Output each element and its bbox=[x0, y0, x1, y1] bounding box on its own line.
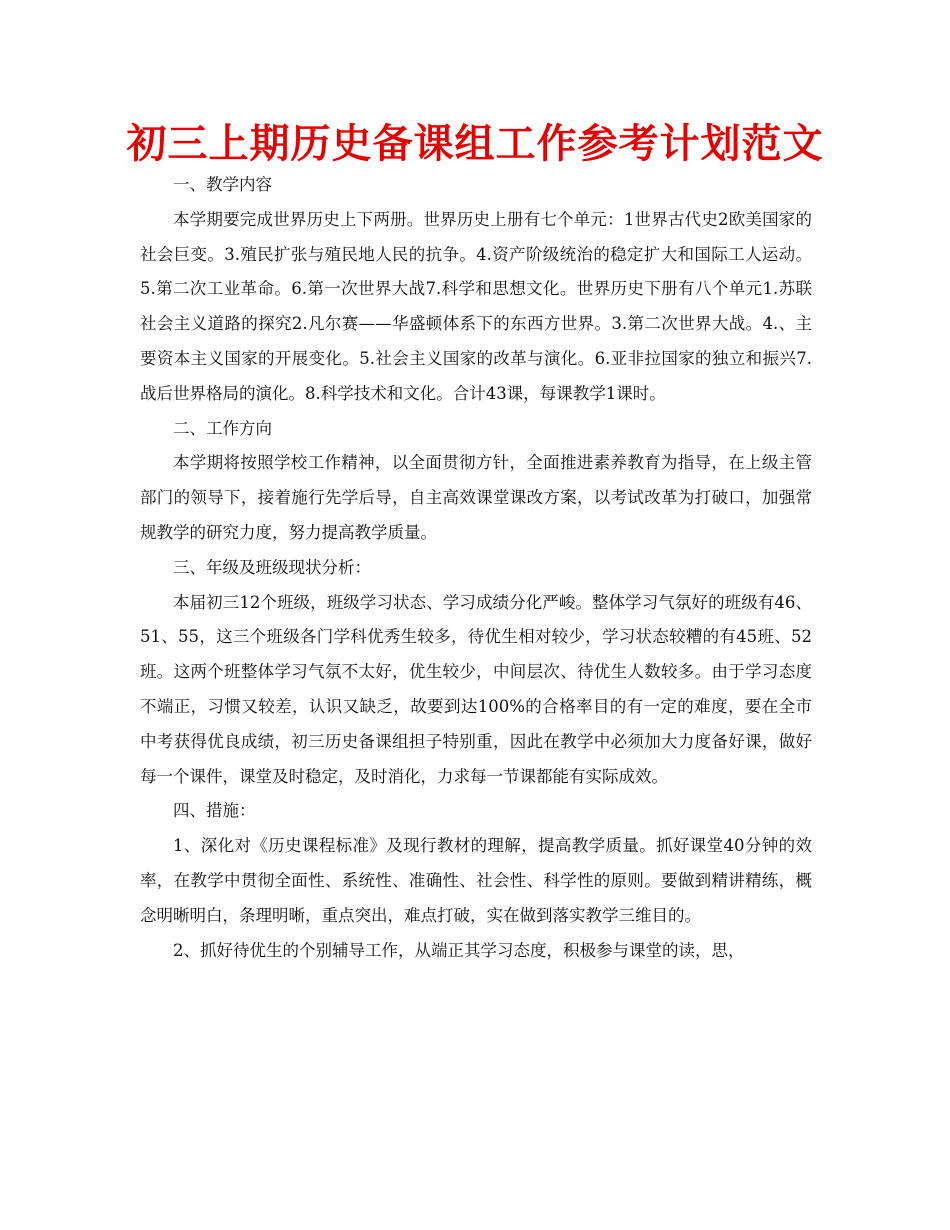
section-heading-analysis: 三、年级及班级现状分析： bbox=[173, 557, 371, 577]
paragraph-measure-2: 2、抓好待优生的个别辅导工作，从端正其学习态度，积极参与课堂的读，思， bbox=[173, 940, 745, 960]
paragraph-analysis: 本届初三12个班级，班级学习状态、学习成绩分化严峻。整体学习气氛好的班级有46、51、55，这三个班级各门学科优秀生较多，待优生相对较少，学习状态较糟的有45班、52班。这两个班整体学习气氛不太好，优生较少，中间层次、待优生人数较多。由于学习态度不端正，习惯又较差，认识又缺乏，故要到达100%的合格率目的有一定的难度，要在全市中考获得优良成绩，初三历史备课组担子特别重，因此在教学中必须加大力度备好课，做好每一个课件，课堂及时稳定，及时消化，力求每一节课都能有实际成效。 bbox=[140, 592, 812, 786]
document-body bbox=[140, 168, 812, 968]
section-heading-direction: 二、工作方向 bbox=[173, 418, 272, 438]
paragraph-content: 本学期要完成世界历史上下两册。世界历史上册有七个单元：1世界古代史2欧美国家的社会巨变。3.殖民扩张与殖民地人民的抗争。4.资产阶级统治的稳定扩大和国际工人运动。5.第二次工业革命。6.第一次世界大战7.科学和思想文化。世界历史下册有八个单元1.苏联社会主义道路的探究2.凡尔赛——华盛顿体系下的东西方世界。3.第二次世界大战。4.、主要资本主义国家的开展变化。5.社会主义国家的改革与演化。6.亚非拉国家的独立和振兴7.战后世界格局的演化。8.科学技术和文化。合计43课，每课教学1课时。 bbox=[140, 209, 812, 403]
section-heading-content: 一、教学内容 bbox=[173, 175, 272, 194]
paragraph-direction: 本学期将按照学校工作精神，以全面贯彻方针，全面推进素养教育为指导，在上级主管部门的领导下，接着施行先学后导，自主高效课堂课改方案，以考试改革为打破口，加强常规教学的研究力度，努力提高教学质量。 bbox=[140, 453, 812, 542]
section-heading-measures: 四、措施： bbox=[173, 801, 256, 821]
paragraph-measure-1: 1、深化对《历史课程标准》及现行教材的理解，提高教学质量。抓好课堂40分钟的效率，在教学中贯彻全面性、系统性、准确性、社会性、科学性的原则。要做到精讲精练，概念明晰明白，条理明晰，重点突出，难点打破，实在做到落实教学三维目的。 bbox=[140, 836, 812, 925]
document-title: 初三上期历史备课组工作参考计划范文 bbox=[126, 121, 824, 167]
